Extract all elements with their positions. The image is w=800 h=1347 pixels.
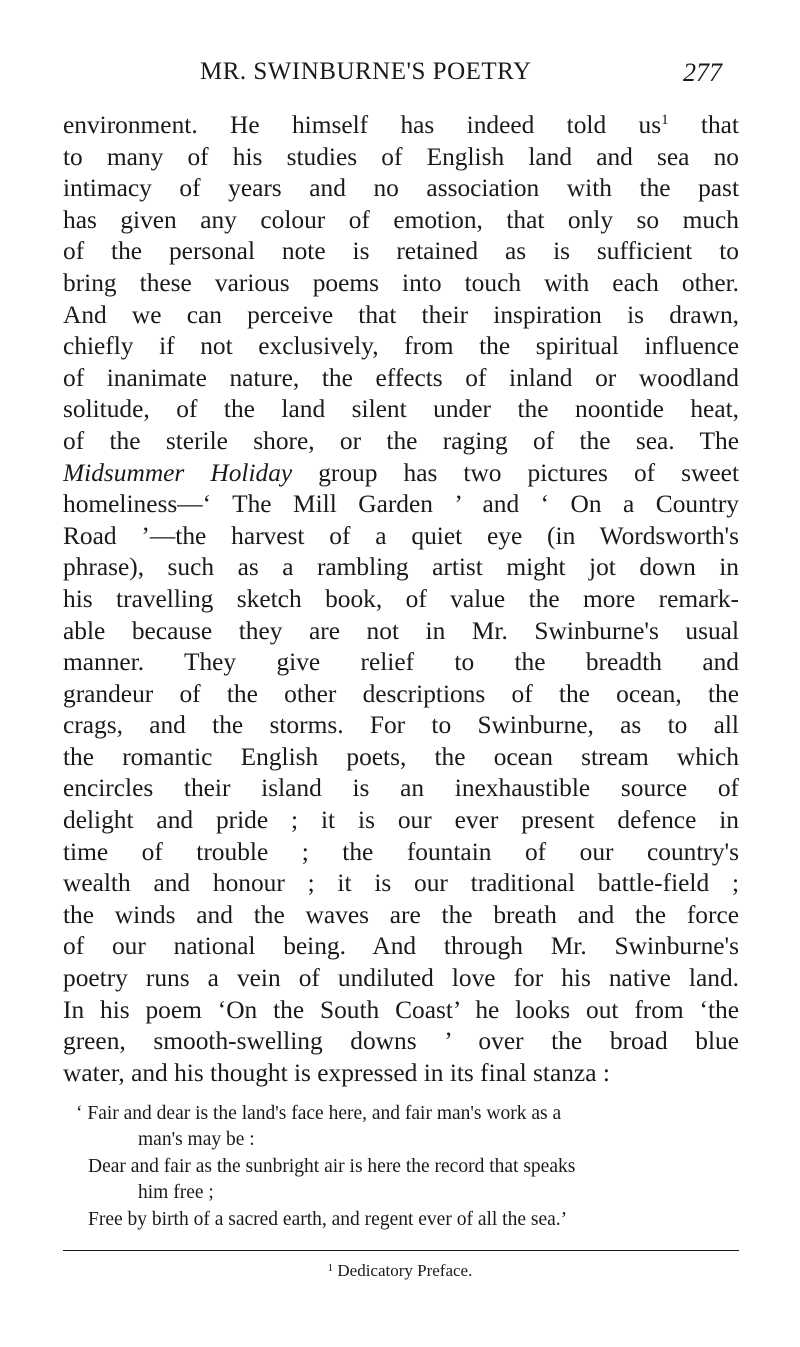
- footnote-rule: [63, 1250, 739, 1251]
- text-line: crags, and the storms. For to Swinburne, as to all: [63, 711, 739, 740]
- text-line: the romantic English poets, the ocean stream which: [63, 742, 739, 771]
- text-line: manner. They give relief to the breadth and: [63, 648, 739, 677]
- footnote-reference: 1: [661, 112, 669, 128]
- text-line: poetry runs a vein of undiluted love for his native land.: [63, 964, 739, 993]
- text-line: In his poem ‘On the South Coast’ he looks out from ‘the: [63, 995, 739, 1024]
- text-line: chiefly if not exclusively, from the spiritual influence: [63, 332, 739, 361]
- text-line: of the personal note is retained as is sufficient to: [63, 237, 739, 266]
- text-line: to many of his studies of English land and sea no: [63, 142, 739, 171]
- verse-line: ‘ Fair and dear is the land's face here, and fair man's work as a: [76, 1103, 562, 1124]
- verse-line-continuation: him free ;: [138, 1182, 214, 1204]
- text-line: bring these various poems into touch with each other.: [63, 268, 739, 297]
- footnote: [0, 1261, 800, 1281]
- text-line: time of trouble ; the fountain of our country's: [63, 837, 739, 866]
- text-line: water, and his thought is expressed in its final stanza :: [63, 1058, 610, 1087]
- text-line: wealth and honour ; it is our traditional battle-field ;: [63, 869, 739, 898]
- text-line: solitude, of the land silent under the noontide heat,: [63, 395, 739, 424]
- text-line: green, smooth-swelling downs ’ over the broad blue: [63, 1027, 739, 1056]
- text-line: Road ’—the harvest of a quiet eye (in Wordsworth's: [63, 521, 739, 550]
- text-line: his travelling sketch book, of value the more remark-: [63, 584, 739, 613]
- text-line: phrase), such as a rambling artist might jot down in: [63, 553, 739, 582]
- running-head: [0, 58, 800, 92]
- footnote-mark: 1: [327, 1262, 334, 1274]
- text-line: of our national being. And through Mr. Swinburne's: [63, 932, 739, 961]
- page-number: 277: [683, 58, 722, 87]
- text-line: homeliness—‘ The Mill Garden ’ and ‘ On a Country: [63, 490, 739, 519]
- verse-line: Free by birth of a sacred earth, and regent ever of all the sea.’: [88, 1208, 568, 1230]
- text-line: Midsummer Holiday group has two pictures of sweet: [63, 458, 739, 487]
- verse-line: Dear and fair as the sunbright air is here the record that speaks: [88, 1155, 576, 1177]
- text-line: of the sterile shore, or the raging of the sea. The: [63, 426, 739, 455]
- verse-line-continuation: man's may be :: [138, 1129, 255, 1151]
- body-text: [63, 110, 739, 1089]
- text-line: intimacy of years and no association with the past: [63, 174, 739, 203]
- text-line: able because they are not in Mr. Swinburne's usual: [63, 616, 739, 645]
- footnote-text: Dedicatory Preface.: [337, 1261, 473, 1280]
- text-line: environment. He himself has indeed told us$^1$ that: [63, 111, 739, 139]
- text-line: grandeur of the other descriptions of the ocean, the: [63, 679, 739, 708]
- text-line: the winds and the waves are the breath and the force: [63, 900, 739, 929]
- verse-quotation: [72, 1101, 740, 1233]
- text-line: has given any colour of emotion, that only so much: [63, 205, 739, 234]
- text-line: And we can perceive that their inspiration is drawn,: [63, 300, 739, 329]
- text-line: encircles their island is an inexhaustible source of: [63, 774, 739, 803]
- running-title: MR. SWINBURNE'S POETRY: [200, 58, 532, 85]
- text-line: of inanimate nature, the effects of inland or woodland: [63, 363, 739, 392]
- italic-title: Midsummer Holiday: [63, 458, 293, 487]
- text-line: delight and pride ; it is our ever present defence in: [63, 806, 739, 835]
